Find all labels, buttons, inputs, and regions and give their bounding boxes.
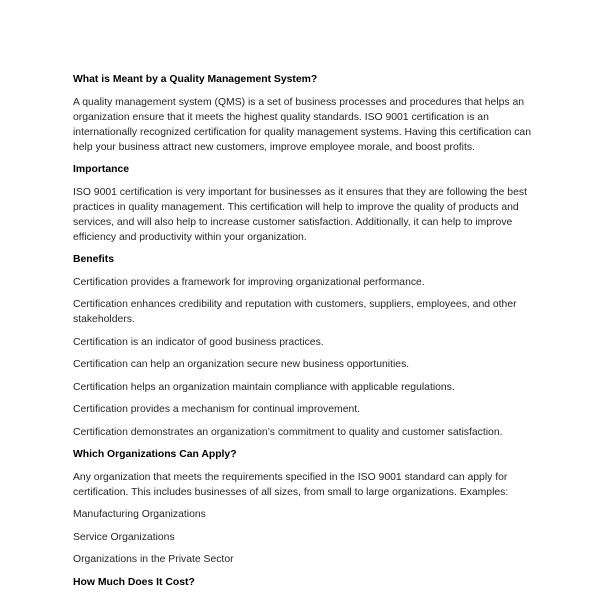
heading-who-can-apply: Which Organizations Can Apply?	[73, 449, 237, 460]
heading-importance: Importance	[73, 164, 130, 175]
paragraph: ISO 9001 certification is very important for businesses as it ensures that they are following the best practices in quality management. This certification will help to improve the quality of products and services, and will also help to increase customer satisfaction. Additionally, it can help to improve efficiency and productivity within your organization.	[73, 186, 527, 243]
paragraph: A quality management system (QMS) is a set of business processes and procedures that helps an organization ensure that it meets the highest quality standards. ISO 9001 certification is an internationally recognized certification for quality management systems. Having this certification can help your business attract new customers, improve employee morale, and boost profits.	[73, 96, 531, 153]
section-benefits	[73, 252, 543, 440]
benefit-item: Certification enhances credibility and reputation with customers, suppliers, employees, and other stakeholders.	[73, 299, 517, 325]
benefit-item: Certification is an indicator of good business practices.	[73, 336, 324, 348]
section-importance	[73, 162, 543, 245]
paragraph: Any organization that meets the requirements specified in the ISO 9001 standard can apply for certification. This includes businesses of all sizes, from small to large organizations. Examples:	[73, 471, 509, 498]
benefit-item: Certification demonstrates an organization’s commitment to quality and customer satisfaction.	[73, 426, 503, 438]
heading-benefits: Benefits	[73, 254, 114, 265]
heading-qms: What is Meant by a Quality Management System?	[73, 74, 318, 85]
section-cost	[73, 575, 543, 590]
benefit-item: Certification helps an organization maintain compliance with applicable regulations.	[73, 381, 455, 393]
benefit-item: Certification provides a framework for improving organizational performance.	[73, 276, 425, 288]
section-who-can-apply	[73, 447, 543, 567]
document-page	[73, 72, 543, 597]
benefit-item: Certification provides a mechanism for continual improvement.	[73, 404, 361, 415]
example-item: Manufacturing Organizations	[73, 509, 206, 520]
example-item: Organizations in the Private Sector	[73, 554, 234, 565]
example-item: Service Organizations	[73, 531, 175, 543]
benefit-item: Certification can help an organization secure new business opportunities.	[73, 359, 410, 370]
heading-cost: How Much Does It Cost?	[73, 576, 195, 588]
section-qms	[73, 72, 543, 155]
